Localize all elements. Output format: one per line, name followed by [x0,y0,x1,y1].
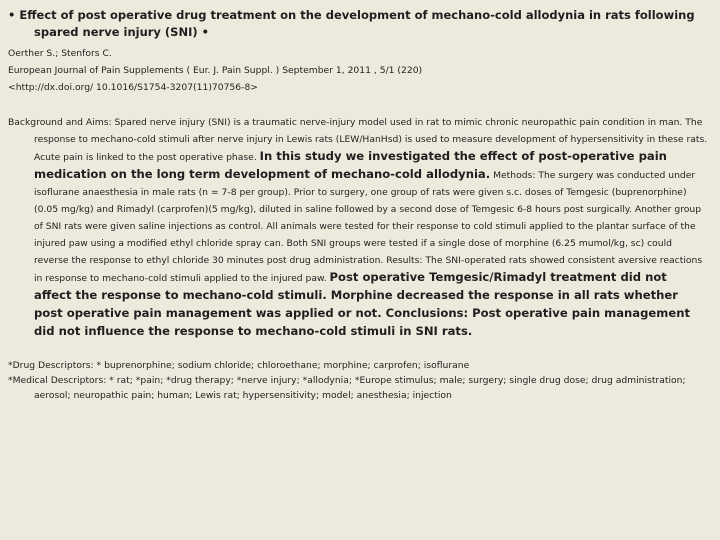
article-citation: European Journal of Pain Supplements ( Eur. J. Pain Suppl. ) September 1, 2011 , 5/1 (220) [8,65,423,76]
medical-descriptors: *Medical Descriptors: * rat; *pain; *drug therapy; *nerve injury; *allodynia; *Europe stimulus; male; surgery; single drug dose; drug administration; aerosol; neuropathic pain; human; Lewis rat; hypersensitivity; model; anesthesia; injection [8,375,686,401]
abstract-text: Methods: The surgery was conducted under isoflurane anaesthesia in male rats (n = 7-8 per group). Prior to surgery, one group of rats were given s.c. doses of Temgesic (buprenorphine) (0.05 mg/kg) and Rimadyl (carprofen)(5 mg/kg), diluted in saline followed by a second dose of Temgesic 6-8 hours post surgically. Another group of SNI rats were given saline injections as control. All animals were tested for their response to cold stimuli applied to the plantar surface of the injured paw using a modified ethyl chloride spray can. Both SNI groups were tested if a single dose of morphine (6.25 mumol/kg, sc) could reverse the response to ethyl chloride 30 minutes post drug administration. Results: The SNI-operated rats showed consistent aversive reactions in response to mechano-cold stimuli applied to the injured paw. [34,170,703,284]
abstract-highlight: Post operative Temgesic/Rimadyl treatment did not affect the response to mechano-cold stimuli. Morphine decreased the response in all rats whether post operative pain management was applied or not. Conclusions: Post operative pain management did not influence the response to mechano-cold stimuli in SNI rats. [34,270,690,338]
descriptors-section [8,358,708,403]
article-authors: Oerther S.; Stenfors C. [8,48,112,59]
article-doi: <http://dx.doi.org/ 10.1016/S1754-3207(11)70756-8> [8,82,258,93]
document-page [8,7,708,403]
drug-descriptors: *Drug Descriptors: * buprenorphine; sodium chloride; chloroethane; morphine; carprofen; isoflurane [8,360,470,371]
article-abstract [8,114,708,341]
abstract-highlight: In this study we investigated the effect of post-operative pain medication on the long term development of mechano-cold allodynia. [34,149,667,181]
article-title: • Effect of post operative drug treatment on the development of mechano-cold allodynia in rats following spared nerve injury (SNI) • [8,8,695,39]
abstract-text: Background and Aims: Spared nerve injury (SNI) is a traumatic nerve-injury model used in rat to mimic chronic neuropathic pain condition in man. The response to mechano-cold stimuli after nerve injury in Lewis rats (LEW/HanHsd) is used to measure development of hypersensitivity in these rats. Acute pain is linked to the post operative phase. [8,117,708,163]
